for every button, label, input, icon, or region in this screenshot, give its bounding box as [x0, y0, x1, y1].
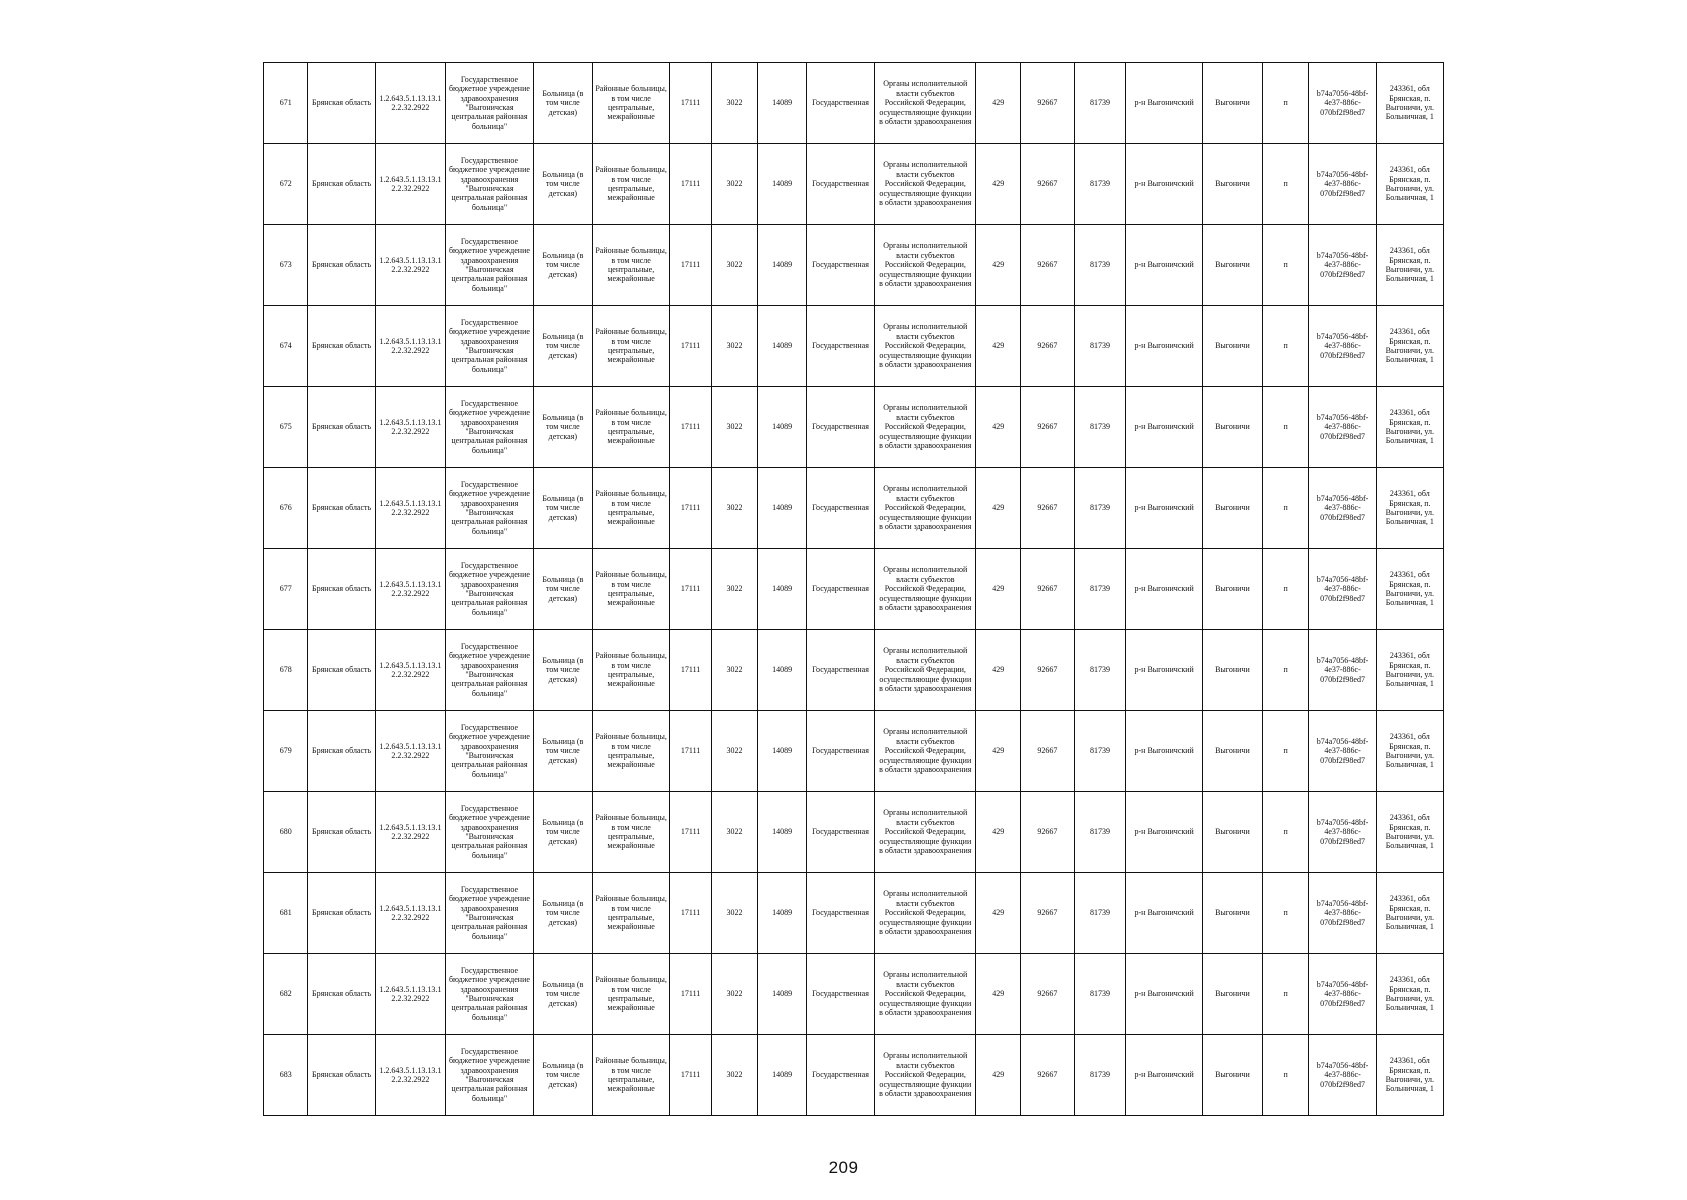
address-cell: 243361, обл Брянская, п. Выгоничи, ул. Больничная, 1 [1376, 954, 1443, 1035]
organization-name-cell: Государственное бюджетное учреждение здравоохранения "Выгоничская центральная районная больница" [446, 1035, 534, 1116]
row-number-cell: 675 [264, 387, 308, 468]
code-cell-5: 92667 [1020, 873, 1074, 954]
settlement-type-cell: п [1262, 468, 1309, 549]
ownership-cell: Государственная [806, 387, 874, 468]
locality-cell: Выгоничи [1202, 711, 1262, 792]
settlement-type-cell: п [1262, 873, 1309, 954]
facility-type-cell: Больница (в том числе детская) [533, 954, 592, 1035]
facility-subtype-cell: Районные больницы, в том числе центральные, межрайонные [592, 792, 670, 873]
code-cell-5: 92667 [1020, 711, 1074, 792]
code-cell-2: 3022 [711, 711, 758, 792]
oid-code-cell: 1.2.643.5.1.13.13.12.2.32.2922 [375, 630, 445, 711]
code-cell-1: 17111 [670, 225, 711, 306]
code-cell-5: 92667 [1020, 63, 1074, 144]
locality-cell: Выгоничи [1202, 1035, 1262, 1116]
code-cell-4: 429 [976, 711, 1020, 792]
code-cell-1: 17111 [670, 387, 711, 468]
code-cell-6: 81739 [1074, 549, 1126, 630]
row-number-cell: 677 [264, 549, 308, 630]
region-cell: Брянская область [308, 792, 375, 873]
guid-cell: b74a7056-48bf-4e37-886c-070bf2f98ed7 [1309, 63, 1376, 144]
district-cell: р-н Выгоничский [1126, 954, 1203, 1035]
locality-cell: Выгоничи [1202, 954, 1262, 1035]
code-cell-2: 3022 [711, 792, 758, 873]
settlement-type-cell: п [1262, 954, 1309, 1035]
guid-cell: b74a7056-48bf-4e37-886c-070bf2f98ed7 [1309, 306, 1376, 387]
facility-type-cell: Больница (в том числе детская) [533, 63, 592, 144]
table-row [264, 225, 1444, 306]
code-cell-1: 17111 [670, 954, 711, 1035]
code-cell-5: 92667 [1020, 549, 1074, 630]
ownership-cell: Государственная [806, 225, 874, 306]
code-cell-2: 3022 [711, 144, 758, 225]
district-cell: р-н Выгоничский [1126, 630, 1203, 711]
organization-name-cell: Государственное бюджетное учреждение здравоохранения "Выгоничская центральная районная больница" [446, 468, 534, 549]
table-row [264, 387, 1444, 468]
registry-table [263, 62, 1444, 1116]
code-cell-2: 3022 [711, 1035, 758, 1116]
region-cell: Брянская область [308, 711, 375, 792]
settlement-type-cell: п [1262, 144, 1309, 225]
organization-name-cell: Государственное бюджетное учреждение здравоохранения "Выгоничская центральная районная больница" [446, 711, 534, 792]
facility-subtype-cell: Районные больницы, в том числе центральные, межрайонные [592, 144, 670, 225]
code-cell-3: 14089 [758, 1035, 807, 1116]
district-cell: р-н Выгоничский [1126, 549, 1203, 630]
authority-cell: Органы исполнительной власти субъектов Российской Федерации, осуществляющие функции в области здравоохранения [875, 549, 976, 630]
table-row [264, 630, 1444, 711]
code-cell-2: 3022 [711, 225, 758, 306]
organization-name-cell: Государственное бюджетное учреждение здравоохранения "Выгоничская центральная районная больница" [446, 954, 534, 1035]
code-cell-6: 81739 [1074, 63, 1126, 144]
code-cell-4: 429 [976, 1035, 1020, 1116]
code-cell-2: 3022 [711, 954, 758, 1035]
address-cell: 243361, обл Брянская, п. Выгоничи, ул. Больничная, 1 [1376, 711, 1443, 792]
row-number-cell: 672 [264, 144, 308, 225]
address-cell: 243361, обл Брянская, п. Выгоничи, ул. Больничная, 1 [1376, 144, 1443, 225]
district-cell: р-н Выгоничский [1126, 1035, 1203, 1116]
ownership-cell: Государственная [806, 63, 874, 144]
locality-cell: Выгоничи [1202, 387, 1262, 468]
oid-code-cell: 1.2.643.5.1.13.13.12.2.32.2922 [375, 873, 445, 954]
district-cell: р-н Выгоничский [1126, 873, 1203, 954]
facility-type-cell: Больница (в том числе детская) [533, 1035, 592, 1116]
guid-cell: b74a7056-48bf-4e37-886c-070bf2f98ed7 [1309, 873, 1376, 954]
oid-code-cell: 1.2.643.5.1.13.13.12.2.32.2922 [375, 549, 445, 630]
code-cell-2: 3022 [711, 387, 758, 468]
organization-name-cell: Государственное бюджетное учреждение здравоохранения "Выгоничская центральная районная больница" [446, 387, 534, 468]
locality-cell: Выгоничи [1202, 306, 1262, 387]
ownership-cell: Государственная [806, 468, 874, 549]
table-row [264, 954, 1444, 1035]
row-number-cell: 671 [264, 63, 308, 144]
authority-cell: Органы исполнительной власти субъектов Российской Федерации, осуществляющие функции в области здравоохранения [875, 630, 976, 711]
code-cell-4: 429 [976, 549, 1020, 630]
facility-subtype-cell: Районные больницы, в том числе центральные, межрайонные [592, 225, 670, 306]
organization-name-cell: Государственное бюджетное учреждение здравоохранения "Выгоничская центральная районная больница" [446, 144, 534, 225]
facility-subtype-cell: Районные больницы, в том числе центральные, межрайонные [592, 873, 670, 954]
region-cell: Брянская область [308, 549, 375, 630]
ownership-cell: Государственная [806, 630, 874, 711]
guid-cell: b74a7056-48bf-4e37-886c-070bf2f98ed7 [1309, 549, 1376, 630]
code-cell-5: 92667 [1020, 387, 1074, 468]
region-cell: Брянская область [308, 954, 375, 1035]
organization-name-cell: Государственное бюджетное учреждение здравоохранения "Выгоничская центральная районная больница" [446, 306, 534, 387]
organization-name-cell: Государственное бюджетное учреждение здравоохранения "Выгоничская центральная районная больница" [446, 549, 534, 630]
facility-subtype-cell: Районные больницы, в том числе центральные, межрайонные [592, 1035, 670, 1116]
guid-cell: b74a7056-48bf-4e37-886c-070bf2f98ed7 [1309, 144, 1376, 225]
code-cell-3: 14089 [758, 711, 807, 792]
code-cell-2: 3022 [711, 468, 758, 549]
guid-cell: b74a7056-48bf-4e37-886c-070bf2f98ed7 [1309, 468, 1376, 549]
code-cell-4: 429 [976, 792, 1020, 873]
authority-cell: Органы исполнительной власти субъектов Российской Федерации, осуществляющие функции в области здравоохранения [875, 873, 976, 954]
address-cell: 243361, обл Брянская, п. Выгоничи, ул. Больничная, 1 [1376, 225, 1443, 306]
ownership-cell: Государственная [806, 873, 874, 954]
oid-code-cell: 1.2.643.5.1.13.13.12.2.32.2922 [375, 711, 445, 792]
code-cell-3: 14089 [758, 873, 807, 954]
table-row [264, 549, 1444, 630]
oid-code-cell: 1.2.643.5.1.13.13.12.2.32.2922 [375, 387, 445, 468]
code-cell-6: 81739 [1074, 873, 1126, 954]
code-cell-3: 14089 [758, 144, 807, 225]
code-cell-1: 17111 [670, 306, 711, 387]
code-cell-6: 81739 [1074, 792, 1126, 873]
code-cell-6: 81739 [1074, 144, 1126, 225]
row-number-cell: 683 [264, 1035, 308, 1116]
authority-cell: Органы исполнительной власти субъектов Российской Федерации, осуществляющие функции в области здравоохранения [875, 711, 976, 792]
settlement-type-cell: п [1262, 306, 1309, 387]
district-cell: р-н Выгоничский [1126, 63, 1203, 144]
ownership-cell: Государственная [806, 792, 874, 873]
settlement-type-cell: п [1262, 387, 1309, 468]
facility-subtype-cell: Районные больницы, в том числе центральные, межрайонные [592, 468, 670, 549]
code-cell-4: 429 [976, 954, 1020, 1035]
oid-code-cell: 1.2.643.5.1.13.13.12.2.32.2922 [375, 468, 445, 549]
code-cell-2: 3022 [711, 873, 758, 954]
code-cell-2: 3022 [711, 63, 758, 144]
address-cell: 243361, обл Брянская, п. Выгоничи, ул. Больничная, 1 [1376, 468, 1443, 549]
code-cell-5: 92667 [1020, 792, 1074, 873]
facility-type-cell: Больница (в том числе детская) [533, 549, 592, 630]
address-cell: 243361, обл Брянская, п. Выгоничи, ул. Больничная, 1 [1376, 63, 1443, 144]
address-cell: 243361, обл Брянская, п. Выгоничи, ул. Больничная, 1 [1376, 306, 1443, 387]
code-cell-4: 429 [976, 63, 1020, 144]
code-cell-3: 14089 [758, 468, 807, 549]
code-cell-6: 81739 [1074, 630, 1126, 711]
locality-cell: Выгоничи [1202, 225, 1262, 306]
organization-name-cell: Государственное бюджетное учреждение здравоохранения "Выгоничская центральная районная больница" [446, 630, 534, 711]
code-cell-5: 92667 [1020, 225, 1074, 306]
code-cell-2: 3022 [711, 549, 758, 630]
code-cell-5: 92667 [1020, 144, 1074, 225]
code-cell-1: 17111 [670, 873, 711, 954]
ownership-cell: Государственная [806, 954, 874, 1035]
oid-code-cell: 1.2.643.5.1.13.13.12.2.32.2922 [375, 792, 445, 873]
facility-subtype-cell: Районные больницы, в том числе центральные, межрайонные [592, 954, 670, 1035]
row-number-cell: 682 [264, 954, 308, 1035]
code-cell-1: 17111 [670, 711, 711, 792]
code-cell-3: 14089 [758, 954, 807, 1035]
facility-type-cell: Больница (в том числе детская) [533, 873, 592, 954]
guid-cell: b74a7056-48bf-4e37-886c-070bf2f98ed7 [1309, 711, 1376, 792]
code-cell-1: 17111 [670, 144, 711, 225]
guid-cell: b74a7056-48bf-4e37-886c-070bf2f98ed7 [1309, 792, 1376, 873]
address-cell: 243361, обл Брянская, п. Выгоничи, ул. Больничная, 1 [1376, 792, 1443, 873]
code-cell-3: 14089 [758, 306, 807, 387]
facility-type-cell: Больница (в том числе детская) [533, 225, 592, 306]
code-cell-2: 3022 [711, 630, 758, 711]
region-cell: Брянская область [308, 144, 375, 225]
row-number-cell: 673 [264, 225, 308, 306]
table-body [264, 63, 1444, 1116]
facility-type-cell: Больница (в том числе детская) [533, 630, 592, 711]
facility-type-cell: Больница (в том числе детская) [533, 711, 592, 792]
settlement-type-cell: п [1262, 225, 1309, 306]
district-cell: р-н Выгоничский [1126, 711, 1203, 792]
region-cell: Брянская область [308, 306, 375, 387]
code-cell-1: 17111 [670, 549, 711, 630]
authority-cell: Органы исполнительной власти субъектов Российской Федерации, осуществляющие функции в области здравоохранения [875, 954, 976, 1035]
code-cell-3: 14089 [758, 549, 807, 630]
district-cell: р-н Выгоничский [1126, 144, 1203, 225]
row-number-cell: 679 [264, 711, 308, 792]
code-cell-1: 17111 [670, 630, 711, 711]
organization-name-cell: Государственное бюджетное учреждение здравоохранения "Выгоничская центральная районная больница" [446, 873, 534, 954]
facility-subtype-cell: Районные больницы, в том числе центральные, межрайонные [592, 549, 670, 630]
code-cell-4: 429 [976, 387, 1020, 468]
district-cell: р-н Выгоничский [1126, 225, 1203, 306]
region-cell: Брянская область [308, 1035, 375, 1116]
region-cell: Брянская область [308, 63, 375, 144]
facility-subtype-cell: Районные больницы, в том числе центральные, межрайонные [592, 711, 670, 792]
code-cell-5: 92667 [1020, 630, 1074, 711]
oid-code-cell: 1.2.643.5.1.13.13.12.2.32.2922 [375, 1035, 445, 1116]
page-number: 209 [828, 1158, 859, 1177]
authority-cell: Органы исполнительной власти субъектов Российской Федерации, осуществляющие функции в области здравоохранения [875, 1035, 976, 1116]
authority-cell: Органы исполнительной власти субъектов Российской Федерации, осуществляющие функции в области здравоохранения [875, 144, 976, 225]
settlement-type-cell: п [1262, 792, 1309, 873]
address-cell: 243361, обл Брянская, п. Выгоничи, ул. Больничная, 1 [1376, 549, 1443, 630]
code-cell-3: 14089 [758, 387, 807, 468]
table-row [264, 1035, 1444, 1116]
code-cell-4: 429 [976, 873, 1020, 954]
district-cell: р-н Выгоничский [1126, 306, 1203, 387]
oid-code-cell: 1.2.643.5.1.13.13.12.2.32.2922 [375, 144, 445, 225]
code-cell-6: 81739 [1074, 1035, 1126, 1116]
region-cell: Брянская область [308, 873, 375, 954]
guid-cell: b74a7056-48bf-4e37-886c-070bf2f98ed7 [1309, 1035, 1376, 1116]
code-cell-3: 14089 [758, 630, 807, 711]
ownership-cell: Государственная [806, 1035, 874, 1116]
address-cell: 243361, обл Брянская, п. Выгоничи, ул. Больничная, 1 [1376, 387, 1443, 468]
code-cell-6: 81739 [1074, 468, 1126, 549]
code-cell-6: 81739 [1074, 387, 1126, 468]
authority-cell: Органы исполнительной власти субъектов Российской Федерации, осуществляющие функции в области здравоохранения [875, 468, 976, 549]
code-cell-1: 17111 [670, 1035, 711, 1116]
locality-cell: Выгоничи [1202, 630, 1262, 711]
guid-cell: b74a7056-48bf-4e37-886c-070bf2f98ed7 [1309, 630, 1376, 711]
code-cell-1: 17111 [670, 468, 711, 549]
locality-cell: Выгоничи [1202, 468, 1262, 549]
settlement-type-cell: п [1262, 63, 1309, 144]
code-cell-3: 14089 [758, 225, 807, 306]
settlement-type-cell: п [1262, 630, 1309, 711]
code-cell-2: 3022 [711, 306, 758, 387]
code-cell-6: 81739 [1074, 711, 1126, 792]
authority-cell: Органы исполнительной власти субъектов Российской Федерации, осуществляющие функции в области здравоохранения [875, 63, 976, 144]
region-cell: Брянская область [308, 225, 375, 306]
settlement-type-cell: п [1262, 711, 1309, 792]
region-cell: Брянская область [308, 630, 375, 711]
facility-subtype-cell: Районные больницы, в том числе центральные, межрайонные [592, 630, 670, 711]
oid-code-cell: 1.2.643.5.1.13.13.12.2.32.2922 [375, 954, 445, 1035]
table-row [264, 144, 1444, 225]
table-row [264, 306, 1444, 387]
district-cell: р-н Выгоничский [1126, 387, 1203, 468]
row-number-cell: 676 [264, 468, 308, 549]
organization-name-cell: Государственное бюджетное учреждение здравоохранения "Выгоничская центральная районная больница" [446, 225, 534, 306]
code-cell-5: 92667 [1020, 954, 1074, 1035]
ownership-cell: Государственная [806, 549, 874, 630]
code-cell-3: 14089 [758, 792, 807, 873]
settlement-type-cell: п [1262, 549, 1309, 630]
guid-cell: b74a7056-48bf-4e37-886c-070bf2f98ed7 [1309, 387, 1376, 468]
table-row [264, 873, 1444, 954]
oid-code-cell: 1.2.643.5.1.13.13.12.2.32.2922 [375, 306, 445, 387]
code-cell-1: 17111 [670, 792, 711, 873]
row-number-cell: 680 [264, 792, 308, 873]
row-number-cell: 681 [264, 873, 308, 954]
authority-cell: Органы исполнительной власти субъектов Российской Федерации, осуществляющие функции в области здравоохранения [875, 225, 976, 306]
code-cell-4: 429 [976, 468, 1020, 549]
code-cell-6: 81739 [1074, 306, 1126, 387]
code-cell-3: 14089 [758, 63, 807, 144]
facility-type-cell: Больница (в том числе детская) [533, 792, 592, 873]
locality-cell: Выгоничи [1202, 792, 1262, 873]
locality-cell: Выгоничи [1202, 549, 1262, 630]
table-row [264, 63, 1444, 144]
oid-code-cell: 1.2.643.5.1.13.13.12.2.32.2922 [375, 225, 445, 306]
locality-cell: Выгоничи [1202, 144, 1262, 225]
facility-type-cell: Больница (в том числе детская) [533, 144, 592, 225]
code-cell-4: 429 [976, 306, 1020, 387]
address-cell: 243361, обл Брянская, п. Выгоничи, ул. Больничная, 1 [1376, 873, 1443, 954]
table-row [264, 792, 1444, 873]
code-cell-1: 17111 [670, 63, 711, 144]
district-cell: р-н Выгоничский [1126, 468, 1203, 549]
authority-cell: Органы исполнительной власти субъектов Российской Федерации, осуществляющие функции в области здравоохранения [875, 387, 976, 468]
locality-cell: Выгоничи [1202, 63, 1262, 144]
authority-cell: Органы исполнительной власти субъектов Российской Федерации, осуществляющие функции в области здравоохранения [875, 306, 976, 387]
table-row [264, 468, 1444, 549]
organization-name-cell: Государственное бюджетное учреждение здравоохранения "Выгоничская центральная районная больница" [446, 792, 534, 873]
locality-cell: Выгоничи [1202, 873, 1262, 954]
table-row [264, 711, 1444, 792]
guid-cell: b74a7056-48bf-4e37-886c-070bf2f98ed7 [1309, 954, 1376, 1035]
ownership-cell: Государственная [806, 144, 874, 225]
facility-type-cell: Больница (в том числе детская) [533, 468, 592, 549]
code-cell-5: 92667 [1020, 468, 1074, 549]
oid-code-cell: 1.2.643.5.1.13.13.12.2.32.2922 [375, 63, 445, 144]
guid-cell: b74a7056-48bf-4e37-886c-070bf2f98ed7 [1309, 225, 1376, 306]
facility-subtype-cell: Районные больницы, в том числе центральные, межрайонные [592, 387, 670, 468]
region-cell: Брянская область [308, 468, 375, 549]
code-cell-6: 81739 [1074, 225, 1126, 306]
address-cell: 243361, обл Брянская, п. Выгоничи, ул. Больничная, 1 [1376, 630, 1443, 711]
code-cell-6: 81739 [1074, 954, 1126, 1035]
code-cell-5: 92667 [1020, 1035, 1074, 1116]
facility-type-cell: Больница (в том числе детская) [533, 387, 592, 468]
authority-cell: Органы исполнительной власти субъектов Российской Федерации, осуществляющие функции в области здравоохранения [875, 792, 976, 873]
facility-subtype-cell: Районные больницы, в том числе центральные, межрайонные [592, 63, 670, 144]
organization-name-cell: Государственное бюджетное учреждение здравоохранения "Выгоничская центральная районная больница" [446, 63, 534, 144]
facility-type-cell: Больница (в том числе детская) [533, 306, 592, 387]
region-cell: Брянская область [308, 387, 375, 468]
code-cell-4: 429 [976, 144, 1020, 225]
code-cell-4: 429 [976, 225, 1020, 306]
code-cell-4: 429 [976, 630, 1020, 711]
code-cell-5: 92667 [1020, 306, 1074, 387]
address-cell: 243361, обл Брянская, п. Выгоничи, ул. Больничная, 1 [1376, 1035, 1443, 1116]
district-cell: р-н Выгоничский [1126, 792, 1203, 873]
row-number-cell: 674 [264, 306, 308, 387]
facility-subtype-cell: Районные больницы, в том числе центральные, межрайонные [592, 306, 670, 387]
ownership-cell: Государственная [806, 306, 874, 387]
row-number-cell: 678 [264, 630, 308, 711]
settlement-type-cell: п [1262, 1035, 1309, 1116]
ownership-cell: Государственная [806, 711, 874, 792]
